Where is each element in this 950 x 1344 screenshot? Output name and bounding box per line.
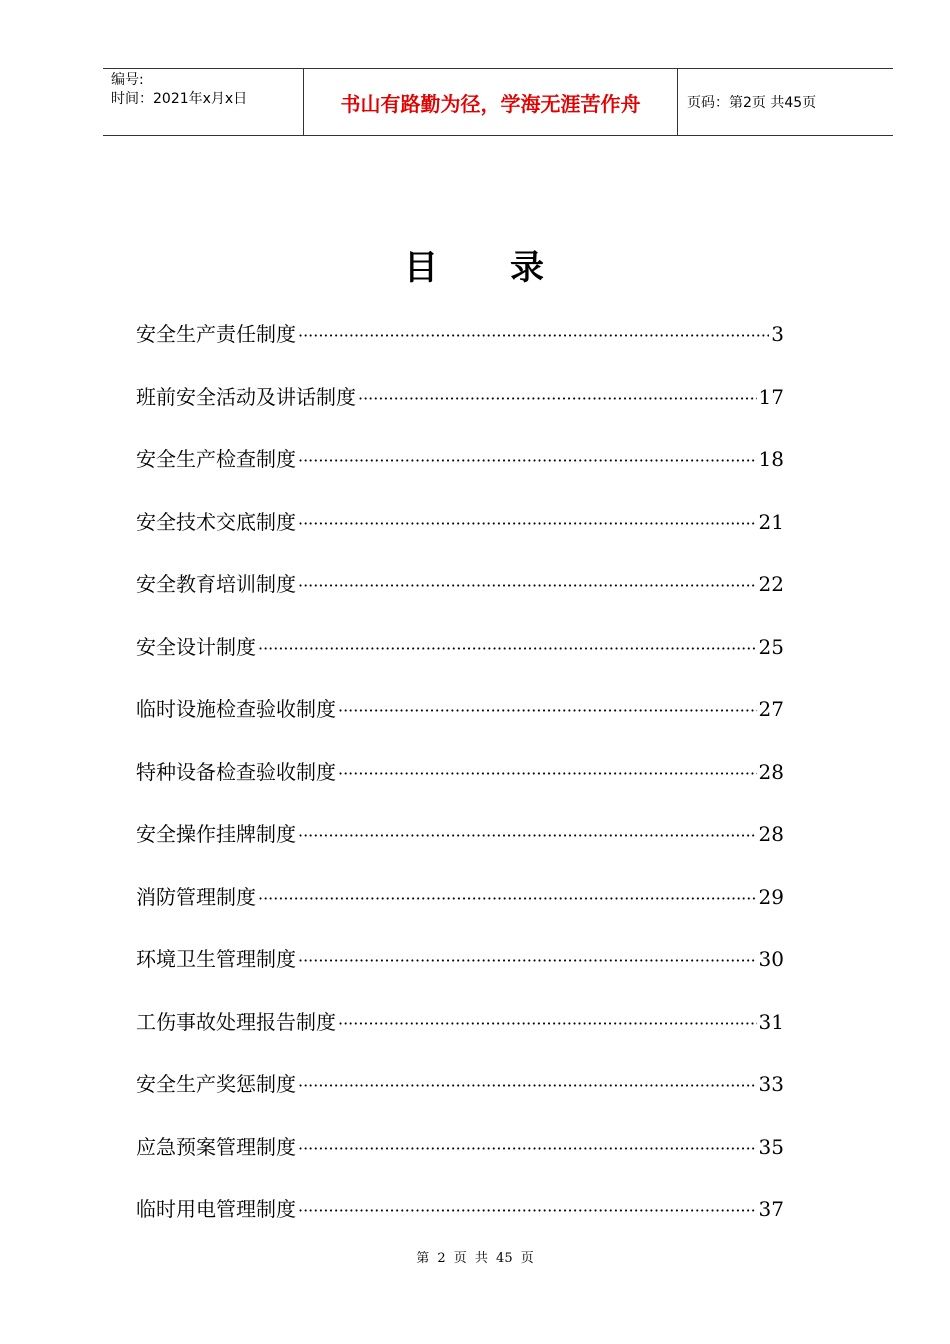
toc-entry-label: 安全操作挂牌制度 <box>136 822 296 846</box>
header-meta <box>103 69 304 135</box>
toc-entry-page: 29 <box>758 884 784 909</box>
toc-title-part1: 目 <box>404 248 440 288</box>
toc-entry-label: 临时设施检查验收制度 <box>136 697 336 721</box>
toc-entry-label: 安全生产奖惩制度 <box>136 1072 296 1096</box>
toc-entry[interactable] <box>136 937 784 1000</box>
header-motto: 书山有路勤为径，学海无涯苦作舟 <box>304 69 678 135</box>
toc-entry-label: 工伤事故处理报告制度 <box>136 1009 336 1034</box>
toc-entry[interactable] <box>136 1000 784 1063</box>
toc-entry[interactable] <box>136 812 784 875</box>
toc-leader <box>258 877 757 921</box>
toc-entry-page: 35 <box>758 1134 784 1159</box>
toc-entry-page: 25 <box>758 634 784 659</box>
toc-entry[interactable] <box>136 1187 784 1250</box>
toc-entry-page: 28 <box>758 822 784 846</box>
toc-entry-page: 30 <box>758 947 784 971</box>
toc-leader <box>298 1064 757 1108</box>
toc-leader <box>298 1127 757 1171</box>
toc-entry[interactable] <box>136 312 784 375</box>
toc-entry-label: 班前安全活动及讲话制度 <box>136 384 356 409</box>
toc-entry[interactable] <box>136 875 784 938</box>
toc-entry-label: 安全生产检查制度 <box>136 447 296 471</box>
toc-entry-label: 临时用电管理制度 <box>136 1197 296 1221</box>
header-page-info: 页码：第2页 共45页 <box>687 95 817 111</box>
toc-entry[interactable] <box>136 375 784 438</box>
toc-leader <box>358 377 757 421</box>
toc-leader <box>298 814 757 858</box>
table-of-contents <box>136 312 784 1250</box>
toc-leader <box>298 314 769 358</box>
toc-entry-label: 特种设备检查验收制度 <box>136 759 336 784</box>
toc-leader <box>338 1002 757 1046</box>
toc-entry-label: 环境卫生管理制度 <box>136 947 296 971</box>
toc-entry-page: 28 <box>758 759 784 784</box>
toc-leader <box>298 502 757 546</box>
toc-entry[interactable] <box>136 625 784 688</box>
toc-entry-page: 22 <box>758 572 784 596</box>
toc-leader <box>298 439 757 483</box>
toc-leader <box>298 939 757 983</box>
toc-entry-page: 37 <box>758 1197 784 1221</box>
toc-entry-label: 消防管理制度 <box>136 884 256 909</box>
toc-entry-page: 17 <box>758 384 784 409</box>
toc-entry-page: 33 <box>758 1072 784 1096</box>
toc-entry-page: 18 <box>758 447 784 471</box>
toc-entry[interactable] <box>136 437 784 500</box>
header-number-label: 编号: <box>111 72 144 88</box>
toc-entry-label: 安全设计制度 <box>136 634 256 659</box>
toc-entry-page: 27 <box>758 697 784 721</box>
toc-entry[interactable] <box>136 1062 784 1125</box>
toc-entry-page: 3 <box>771 322 784 346</box>
toc-entry-label: 安全生产责任制度 <box>136 322 296 346</box>
toc-entry[interactable] <box>136 1125 784 1188</box>
toc-entry[interactable] <box>136 562 784 625</box>
toc-entry-page: 21 <box>758 509 784 534</box>
header-date: 时间：2021年x月x日 <box>111 91 248 107</box>
toc-entry[interactable] <box>136 687 784 750</box>
toc-entry-label: 应急预案管理制度 <box>136 1134 296 1159</box>
page-footer: 第 2 页 共 45 页 <box>416 1251 534 1266</box>
toc-leader <box>298 564 757 608</box>
toc-entry[interactable] <box>136 750 784 813</box>
toc-leader <box>298 1189 757 1233</box>
toc-entry-page: 31 <box>758 1009 784 1034</box>
toc-entry[interactable] <box>136 500 784 563</box>
toc-leader <box>258 627 757 671</box>
toc-entry-label: 安全教育培训制度 <box>136 572 296 596</box>
toc-leader <box>338 689 757 733</box>
toc-entry-label: 安全技术交底制度 <box>136 509 296 534</box>
toc-title <box>0 240 950 289</box>
toc-leader <box>338 752 757 796</box>
toc-title-part2: 录 <box>510 248 546 288</box>
page-header <box>103 68 893 136</box>
